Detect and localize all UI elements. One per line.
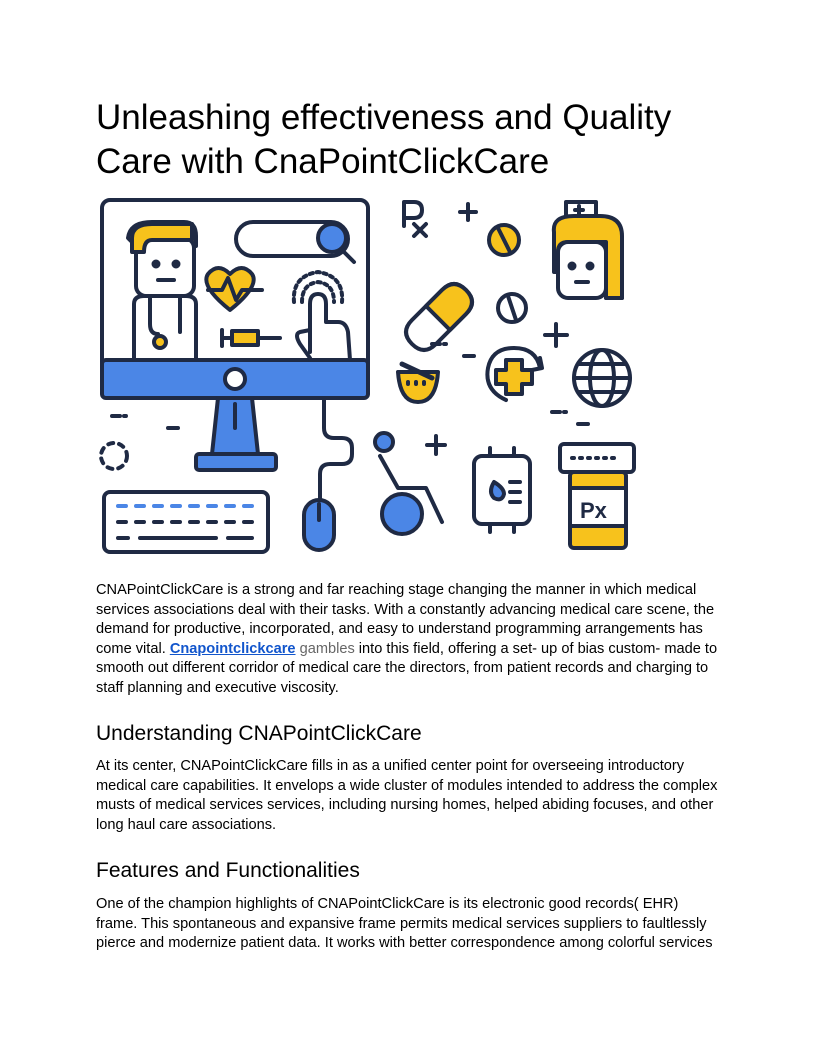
intro-text-after: into this field, offering a set- up of bias custom- made to smooth out different corridor of medical care the directors, from patient records and charging to staff planning and executive viscosity.	[96, 640, 718, 696]
healthcare-illustration	[96, 192, 644, 560]
page-title: Unleashing effectiveness and Quality Care with CnaPointClickCare	[96, 98, 672, 181]
intro-link-suffix: gambles	[295, 640, 355, 657]
pill-bottle-icon	[560, 444, 634, 548]
medical-cross-icon	[487, 348, 542, 400]
intro-text-before: CNAPointClickCare is a strong and far reaching stage changing the manner in which medical services associations deal with their tasks. With a constantly advancing medical care scene, the demand for productive, incorporated, and easy to understand programming arrangements has come vital.	[96, 582, 715, 657]
capsule-icon	[406, 284, 472, 350]
mortar-pestle-icon	[398, 364, 438, 402]
section-body-understanding: At its center, CNAPointClickCare fills in as a unified center point for overseeing introductory medical care capabilities. It envelops a wide cluster of modules intended to address the complex musts of medical services services, including nursing homes, helped abiding focuses, and other long haul care associations.	[96, 758, 718, 833]
cnapointclickcare-link[interactable]: Cnapointclickcare	[169, 640, 296, 657]
globe-icon	[574, 350, 630, 406]
intro-paragraph	[96, 581, 720, 698]
nurse-icon	[554, 202, 622, 298]
section-heading-understanding: Understanding CNAPointClickCare	[96, 722, 422, 745]
keyboard-icon	[104, 492, 268, 552]
search-icon	[236, 222, 354, 262]
section-heading-features: Features and Functionalities	[96, 859, 360, 882]
iv-bag-icon	[474, 448, 530, 532]
rx-icon	[404, 202, 426, 236]
rx-label: Px	[580, 498, 607, 523]
section-body-features: One of the champion highlights of CNAPointClickCare is its electronic good records( EHR) frame. This spontaneous and expansive frame permits medical services suppliers to faultlessly pierce and modernize patient data. It works with better correspondence among colorful services	[96, 896, 713, 951]
wheelchair-icon	[375, 433, 442, 534]
doctor-icon	[128, 222, 196, 360]
mouse-icon	[304, 500, 334, 550]
